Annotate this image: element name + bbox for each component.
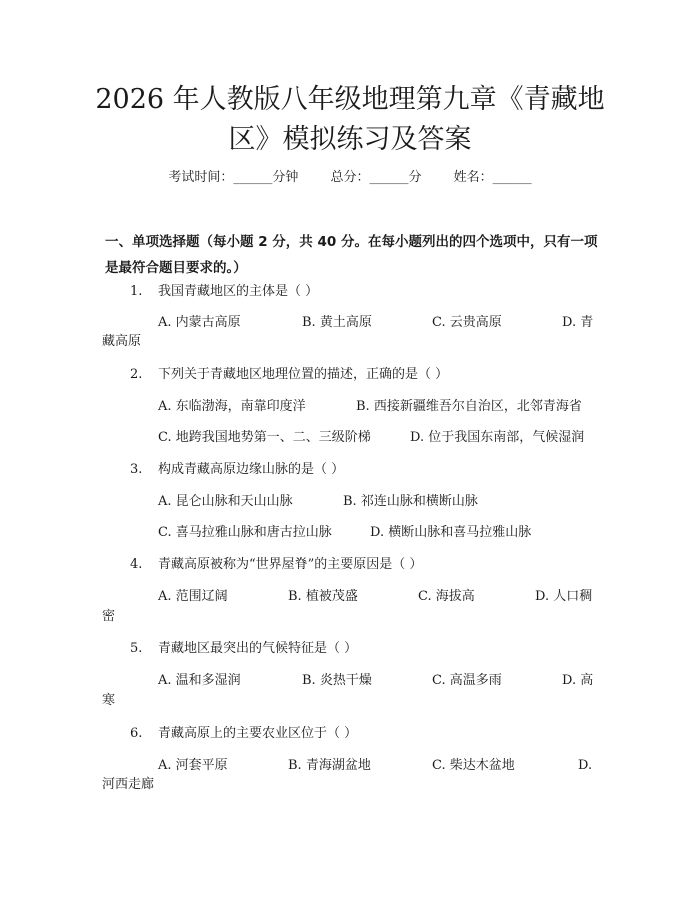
section-heading-line-1: 一、单项选择题（每小题 2 分，共 40 分。在每小题列出的四个选项中，只有一项 [105, 234, 598, 250]
question-text: 构成青藏高原边缘山脉的是（ ） [158, 462, 345, 477]
option-wrap: 河西走廊 [102, 777, 155, 792]
exam-time: 考试时间：______分钟 [168, 170, 299, 185]
option-wrap: 寒 [102, 693, 116, 708]
option-c: C. 地跨我国地势第一、二、三级阶梯 [158, 430, 371, 445]
question-4 [130, 556, 422, 574]
question-number: 1. [130, 284, 143, 299]
option-d: D. [578, 758, 593, 773]
option-a: A. 内蒙古高原 [158, 315, 241, 330]
exam-meta [0, 169, 700, 187]
question-5 [130, 640, 357, 658]
option-c: C. 柴达木盆地 [432, 758, 515, 773]
exam-title [0, 80, 700, 160]
student-name: 姓名：______ [453, 170, 532, 185]
question-number: 6. [130, 726, 143, 741]
option-a: A. 东临渤海，南靠印度洋 [158, 399, 306, 414]
question-number: 4. [130, 557, 143, 572]
option-d: D. 人口稠 [535, 589, 593, 604]
option-b: B. 炎热干燥 [302, 673, 372, 688]
option-d: D. 横断山脉和喜马拉雅山脉 [370, 525, 532, 540]
question-text: 青藏地区最突出的气候特征是（ ） [158, 641, 358, 656]
question-number: 5. [130, 641, 143, 656]
option-b: B. 青海湖盆地 [288, 758, 371, 773]
title-line-2: 区》模拟练习及答案 [228, 124, 472, 155]
option-c: C. 喜马拉雅山脉和唐古拉山脉 [158, 525, 332, 540]
option-c: C. 高温多雨 [432, 673, 502, 688]
title-line-1: 2026 年人教版八年级地理第九章《青藏地 [95, 84, 605, 115]
option-wrap: 藏高原 [102, 334, 142, 349]
option-b: B. 祁连山脉和横断山脉 [343, 494, 478, 509]
question-1 [130, 283, 318, 301]
option-d: D. 青 [562, 315, 594, 330]
option-a: A. 昆仑山脉和天山山脉 [158, 494, 293, 509]
question-text: 下列关于青藏地区地理位置的描述，正确的是（ ） [158, 367, 449, 382]
question-3 [130, 461, 344, 479]
option-c: C. 云贵高原 [432, 315, 502, 330]
option-d: D. 位于我国东南部，气候湿润 [410, 430, 585, 445]
exam-score: 总分：______分 [330, 170, 422, 185]
question-text: 青藏高原上的主要农业区位于（ ） [158, 726, 358, 741]
question-number: 3. [130, 462, 143, 477]
question-text: 我国青藏地区的主体是（ ） [158, 284, 319, 299]
question-number: 2. [130, 367, 143, 382]
option-a: A. 温和多湿润 [158, 673, 241, 688]
question-6 [130, 725, 357, 743]
question-2 [130, 366, 448, 384]
option-a: A. 范围辽阔 [158, 589, 228, 604]
option-b: B. 黄土高原 [302, 315, 372, 330]
question-text: 青藏高原被称为“世界屋脊”的主要原因是（ ） [158, 557, 423, 572]
option-b: B. 植被茂盛 [288, 589, 358, 604]
option-d: D. 高 [562, 673, 594, 688]
section-heading [105, 229, 600, 281]
option-wrap: 密 [102, 609, 116, 624]
option-b: B. 西接新疆维吾尔自治区，北邻青海省 [356, 399, 582, 414]
option-c: C. 海拔高 [418, 589, 475, 604]
section-heading-line-2: 是最符合题目要求的。） [105, 260, 247, 276]
option-a: A. 河套平原 [158, 758, 228, 773]
